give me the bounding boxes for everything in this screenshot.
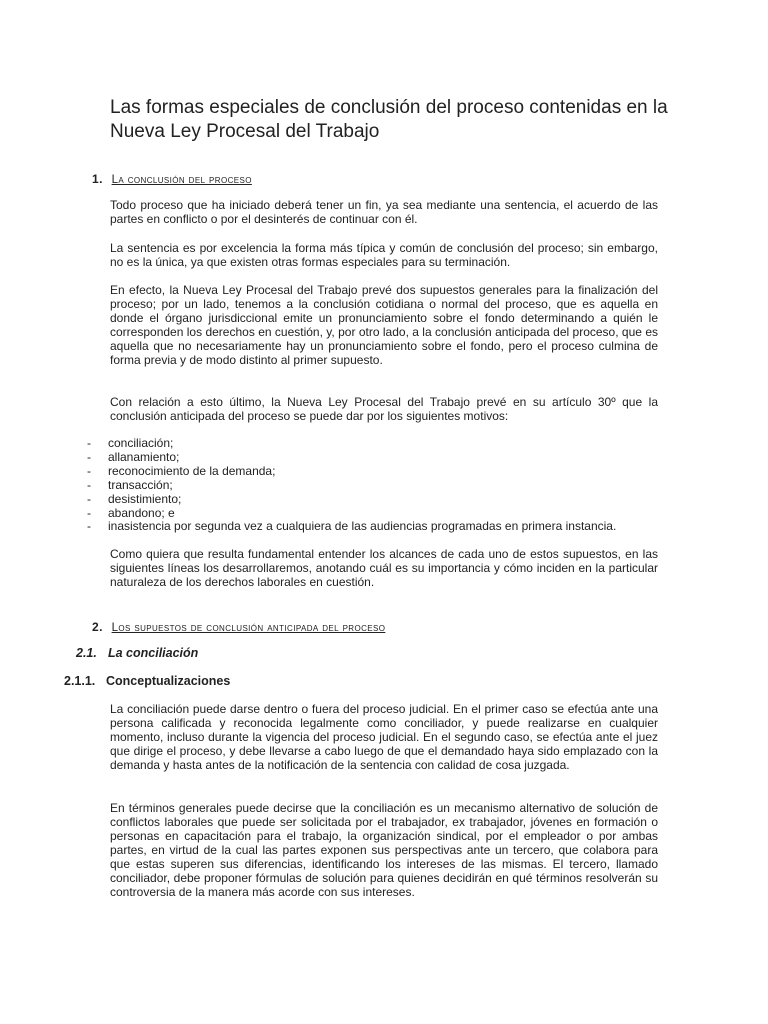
list-item bbox=[87, 507, 616, 521]
section-1-title: La conclusión del proceso bbox=[111, 174, 252, 186]
list-marker: - bbox=[87, 505, 91, 520]
paragraph-2: La sentencia es por excelencia la forma más típica y común de conclusión del proceso; sin embargo, no es la única, ya que existen otras formas especiales para su terminación. bbox=[110, 241, 658, 269]
list-item-text: desistimiento; bbox=[108, 491, 182, 506]
paragraph-5: La conciliación puede darse dentro o fuera del proceso judicial. En el primer caso se efectúa ante una persona calificada y reconocida legalmente como conciliador, y puede realizarse en cualquier momento, incluso durante la vigencia del proceso judicial. En el segundo caso, se efectúa ante el juez que dirige el proceso, y debe llevarse a cabo luego de que el demandado haya sido emplazado con la demanda y hasta antes de la notificación de la sentencia con calidad de cosa juzgada. bbox=[110, 702, 658, 772]
subsection-2-1-number: 2.1. bbox=[76, 646, 97, 660]
list-marker: - bbox=[87, 436, 91, 450]
list-marker: - bbox=[87, 477, 91, 492]
list-item-text: conciliación; bbox=[108, 436, 174, 450]
list-item bbox=[87, 451, 616, 465]
list-item bbox=[87, 479, 616, 493]
list-item-text: reconocimiento de la demanda; bbox=[108, 463, 276, 478]
subsection-2-1-title: La conciliación bbox=[108, 646, 199, 660]
reasons-list bbox=[87, 437, 616, 534]
paragraph-4: Con relación a esto último, la Nueva Ley Procesal del Trabajo prevé en su artículo 30º que la conclusión anticipada del proceso se puede dar por los siguientes motivos: bbox=[110, 395, 658, 423]
list-marker: - bbox=[87, 519, 91, 534]
list-marker: - bbox=[87, 449, 91, 464]
list-item-text: allanamiento; bbox=[108, 449, 180, 464]
paragraph-3: En efecto, la Nueva Ley Procesal del Trabajo prevé dos supuestos generales para la finalización del proceso; por un lado, tenemos a la conclusión cotidiana o normal del proceso, que es aquella en donde el órgano jurisdiccional emite un pronunciamiento sobre el fondo determinando a quién le corresponden los derechos en cuestión, y, por otro lado, a la conclusión anticipada del proceso, que es aquella que no necesariamente hay un pronunciamiento sobre el fondo, pero el proceso culmina de forma previa y de modo distinto al primer supuesto. bbox=[110, 283, 658, 367]
section-1-heading bbox=[92, 172, 252, 186]
subsection-2-1-heading bbox=[76, 646, 198, 660]
closing-paragraph: Como quiera que resulta fundamental entender los alcances de cada uno de estos supuestos, en las siguientes líneas los desarrollaremos, anotando cuál es su importancia y cómo inciden en la particular naturaleza de los derechos laborales en cuestión. bbox=[110, 547, 658, 589]
list-item-text: transacción; bbox=[108, 477, 173, 492]
list-item bbox=[87, 465, 616, 479]
section-2-title: Los supuestos de conclusión anticipada del proceso bbox=[111, 622, 386, 634]
list-marker: - bbox=[87, 463, 91, 478]
subsection-2-1-1-title: Conceptualizaciones bbox=[106, 674, 231, 688]
section-2-heading bbox=[92, 620, 385, 634]
paragraph-1: Todo proceso que ha iniciado deberá tener un fin, ya sea mediante una sentencia, el acuerdo de las partes en conflicto o por el desinterés de continuar con él. bbox=[110, 198, 658, 226]
document-title: Las formas especiales de conclusión del proceso contenidas en la Nueva Ley Procesal del Trabajo bbox=[110, 97, 668, 142]
section-2-number: 2. bbox=[92, 620, 103, 634]
list-item-text: abandono; e bbox=[108, 505, 175, 520]
list-item-text: inasistencia por segunda vez a cualquiera de las audiencias programadas en primera instancia. bbox=[108, 519, 617, 534]
list-item bbox=[87, 437, 616, 451]
paragraph-6: En términos generales puede decirse que la conciliación es un mecanismo alternativo de solución de conflictos laborales que puede ser solicitada por el trabajador, ex trabajador, jóvenes en formación o personas en capacitación para el trabajo, la organización sindical, por el empleador o por ambas partes, en virtud de la cual las partes exponen sus perspectivas ante un tercero, que colabora para que estas superen sus diferencias, identificando los intereses de las mismas. El tercero, llamado conciliador, debe proponer fórmulas de solución para quienes decidirán en qué términos resolverán su controversia de la manera más acorde con sus intereses. bbox=[110, 801, 658, 899]
section-1-number: 1. bbox=[92, 172, 103, 186]
list-marker: - bbox=[87, 491, 91, 506]
subsection-2-1-1-number: 2.1.1. bbox=[64, 674, 96, 688]
list-item bbox=[87, 520, 616, 534]
list-item bbox=[87, 493, 616, 507]
subsection-2-1-1-heading bbox=[64, 674, 230, 688]
